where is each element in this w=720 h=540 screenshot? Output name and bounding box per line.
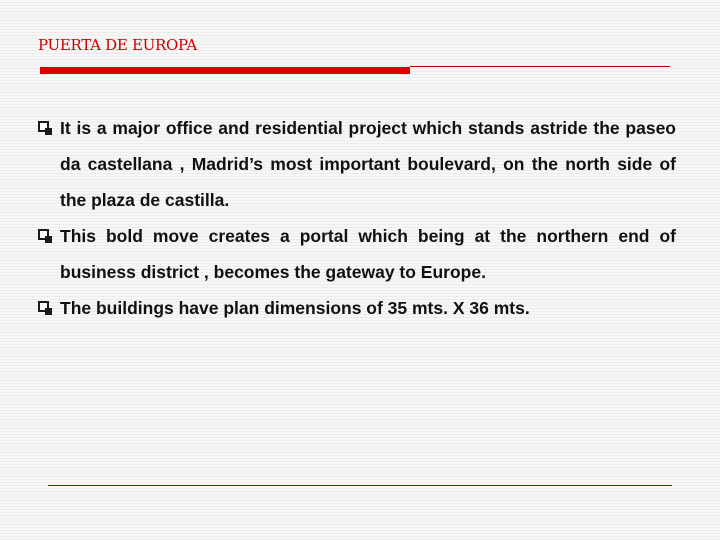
title-underline-thick bbox=[40, 67, 410, 74]
footer-rule bbox=[48, 485, 672, 486]
square-bullet-icon bbox=[38, 121, 49, 132]
bullet-text: It is a major office and residential project which stands astride the paseo da castellana , Madrid’s most important boulevard, on the north side of the plaza de castilla. bbox=[60, 118, 676, 210]
square-bullet-icon bbox=[38, 301, 49, 312]
bullet-item bbox=[36, 290, 676, 326]
bullet-list bbox=[36, 110, 676, 326]
title-underline-thin bbox=[410, 66, 670, 67]
square-bullet-icon bbox=[38, 229, 49, 240]
slide-title: PUERTA DE EUROPA bbox=[38, 36, 197, 54]
bullet-text: The buildings have plan dimensions of 35 mts. X 36 mts. bbox=[60, 298, 530, 318]
bullet-item bbox=[36, 110, 676, 218]
bullet-item bbox=[36, 218, 676, 290]
bullet-text: This bold move creates a portal which being at the northern end of business district , becomes the gateway to Europe. bbox=[60, 226, 676, 282]
